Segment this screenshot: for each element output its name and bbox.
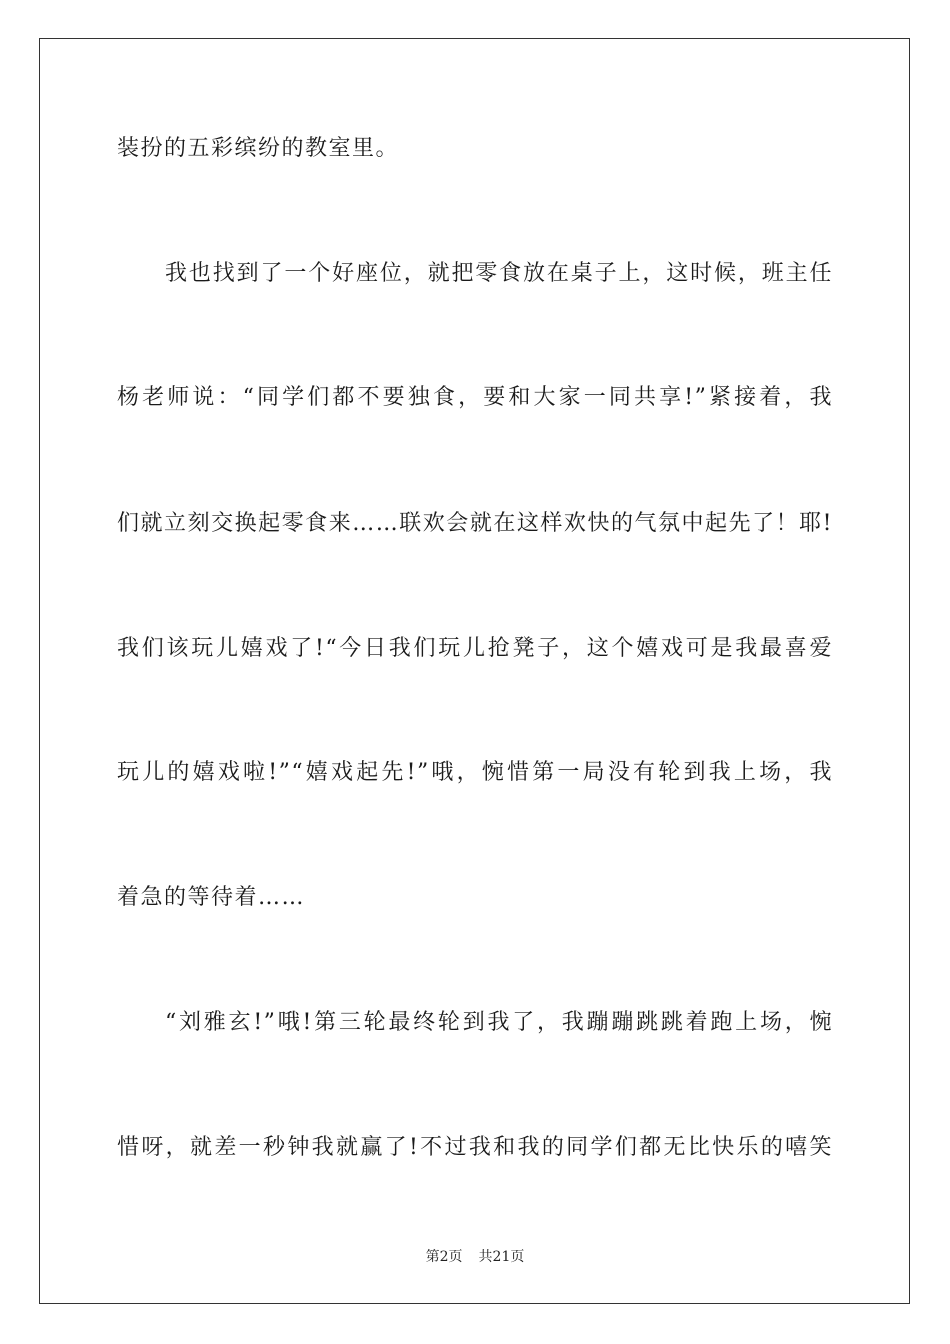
text-line-8: “刘雅玄!”哦!第三轮最终轮到我了，我蹦蹦跳跳着跑上场，惋 (165, 1010, 833, 1035)
text-line-9: 惜呀，就差一秒钟我就赢了!不过我和我的同学们都无比快乐的嘻笑 (117, 1135, 833, 1160)
page-footer (0, 1248, 950, 1266)
text-line-7: 着急的等待着…… (117, 885, 306, 910)
page-frame (39, 38, 910, 1304)
text-line-6: 玩儿的嬉戏啦!”“嬉戏起先!”哦，惋惜第一局没有轮到我上场，我 (117, 760, 833, 785)
text-line-5: 我们该玩儿嬉戏了!“今日我们玩儿抢凳子，这个嬉戏可是我最喜爱 (117, 636, 833, 661)
page-number: 第2页 (425, 1249, 463, 1265)
text-line-1: 装扮的五彩缤纷的教室里。 (117, 136, 400, 161)
text-line-4: 们就立刻交换起零食来……联欢会就在这样欢快的气氛中起先了！耶! (117, 511, 833, 536)
text-line-3: 杨老师说：“同学们都不要独食，要和大家一同共享!”紧接着，我 (117, 385, 833, 410)
text-line-2: 我也找到了一个好座位，就把零食放在桌子上，这时候，班主任 (165, 261, 833, 286)
page-total: 共21页 (478, 1249, 525, 1265)
